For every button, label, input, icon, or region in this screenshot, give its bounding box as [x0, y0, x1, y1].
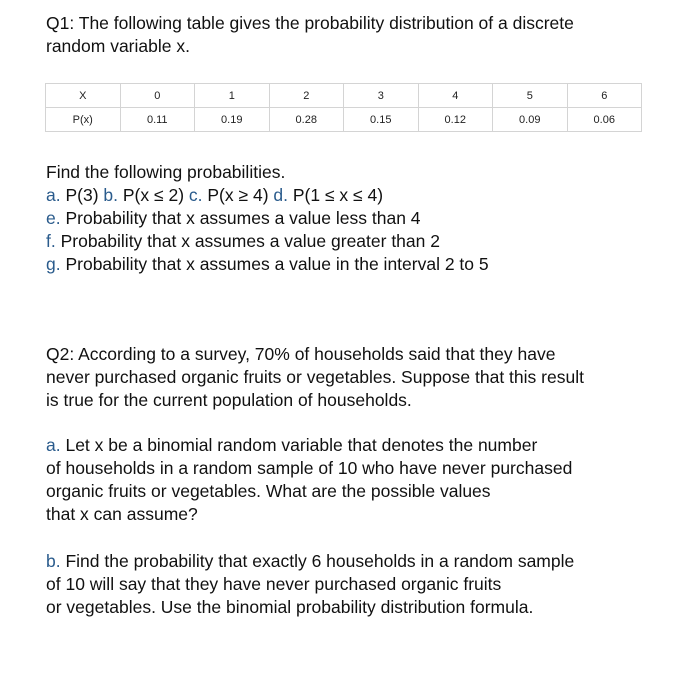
q2-intro-line: Q2: According to a survey, 70% of households said that they have — [46, 344, 556, 364]
q2b-text: Find the probability that exactly 6 households in a random sample — [60, 551, 575, 571]
part-g — [46, 253, 666, 276]
table-cell: 1 — [195, 84, 270, 108]
parts-a-to-d — [46, 184, 666, 207]
table-cell: 5 — [493, 84, 568, 108]
table-cell: 2 — [269, 84, 344, 108]
part-g-text: Probability that x assumes a value in the interval 2 to 5 — [60, 254, 489, 274]
q2a-line: that x can assume? — [46, 504, 198, 524]
part-e-label: e. — [46, 208, 61, 228]
q2-intro — [46, 343, 646, 412]
q1-parts — [46, 161, 666, 276]
table-cell: 0 — [120, 84, 195, 108]
q1-title-line-1: Q1: The following table gives the probability distribution of a discrete — [46, 13, 574, 33]
table-cell: 0.06 — [567, 108, 642, 132]
part-g-label: g. — [46, 254, 61, 274]
part-b-text: P(x ≤ 2) — [118, 185, 189, 205]
table-cell: 3 — [344, 84, 419, 108]
q2b-label: b. — [46, 551, 61, 571]
q2-intro-line: is true for the current population of households. — [46, 390, 412, 410]
part-f — [46, 230, 666, 253]
part-f-label: f. — [46, 231, 56, 251]
table-cell: 0.12 — [418, 108, 493, 132]
table-cell: 4 — [418, 84, 493, 108]
q2a-line — [46, 434, 646, 457]
part-e-text: Probability that x assumes a value less than 4 — [60, 208, 421, 228]
q2a-text: Let x be a binomial random variable that denotes the number — [60, 435, 538, 455]
q2-intro-line: never purchased organic fruits or vegetables. Suppose that this result — [46, 367, 584, 387]
part-d-label: d. — [273, 185, 288, 205]
part-e — [46, 207, 666, 230]
table-cell: X — [46, 84, 121, 108]
probability-distribution-table — [45, 83, 642, 132]
table-row-px — [46, 108, 642, 132]
table-cell: 0.19 — [195, 108, 270, 132]
table-row-x — [46, 84, 642, 108]
table-cell: 0.09 — [493, 108, 568, 132]
find-heading: Find the following probabilities. — [46, 162, 286, 182]
q1-title-line-2: random variable x. — [46, 36, 190, 56]
part-a-text: P(3) — [60, 185, 104, 205]
part-d-text: P(1 ≤ x ≤ 4) — [288, 185, 384, 205]
part-c-text: P(x ≥ 4) — [202, 185, 274, 205]
q2b-line: or vegetables. Use the binomial probability distribution formula. — [46, 597, 534, 617]
table-cell: 0.15 — [344, 108, 419, 132]
part-b-label: b. — [103, 185, 119, 205]
table-cell: 0.28 — [269, 108, 344, 132]
q2-part-a — [46, 434, 646, 526]
q2b-line — [46, 550, 646, 573]
q2a-label: a. — [46, 435, 61, 455]
q2a-line: of households in a random sample of 10 who have never purchased — [46, 458, 573, 478]
table-cell: P(x) — [46, 108, 121, 132]
q2b-line: of 10 will say that they have never purchased organic fruits — [46, 574, 502, 594]
q2a-line: organic fruits or vegetables. What are the possible values — [46, 481, 491, 501]
q2-part-b — [46, 550, 646, 619]
part-a-label: a. — [46, 185, 61, 205]
table-cell: 0.11 — [120, 108, 195, 132]
part-f-text: Probability that x assumes a value greater than 2 — [55, 231, 440, 251]
q1-question-title — [46, 12, 666, 58]
table-cell: 6 — [567, 84, 642, 108]
part-c-label: c. — [188, 185, 203, 205]
